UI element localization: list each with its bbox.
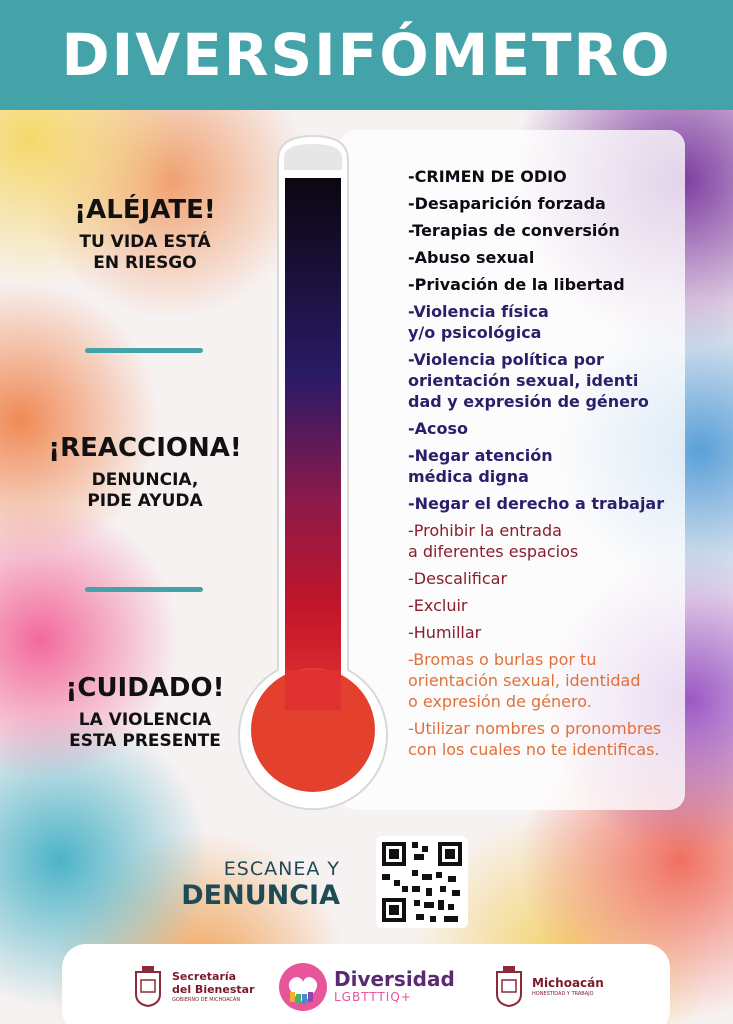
thermometer-icon: [238, 130, 388, 810]
level-react: [30, 432, 260, 512]
list-item: -Descalificar: [408, 569, 508, 588]
level-text: DENUNCIA, PIDE AYUDA: [87, 470, 203, 511]
level-danger: [40, 194, 250, 274]
level-heading: ¡ALÉJATE!: [74, 195, 216, 225]
list-item: -Negar el derecho a trabajar: [408, 494, 665, 513]
list-item: -Humillar: [408, 623, 482, 642]
list-item: -Excluir: [408, 596, 468, 615]
qr-code-icon[interactable]: [376, 836, 468, 928]
bienestar-shield-icon: [132, 964, 164, 1008]
scan-line2: DENUNCIA: [181, 880, 340, 911]
violence-list: [408, 166, 683, 766]
scan-line1: ESCANEA Y: [223, 858, 340, 880]
michoacan-shield-icon: [494, 964, 524, 1008]
scan-caption: [150, 858, 340, 911]
list-item: -CRIMEN DE ODIO: [408, 167, 567, 186]
list-item: -Utilizar nombres o pronombres con los cuales no te identificas.: [408, 719, 662, 759]
level-heading: ¡CUIDADO!: [65, 673, 225, 703]
list-item: -Desaparición forzada: [408, 194, 606, 213]
list-item: -Bromas o burlas por tu orientación sexual, identidad o expresión de género.: [408, 650, 641, 711]
list-item: -Abuso sexual: [408, 248, 535, 267]
list-item: -Violencia política por orientación sexual, identi dad y expresión de género: [408, 350, 649, 411]
list-item: -Acoso: [408, 419, 469, 438]
michoacan-label: Michoacán HONESTIDAD Y TRABAJO: [532, 976, 604, 997]
list-item: -Privación de la libertad: [408, 275, 625, 294]
footer-logos: [62, 944, 670, 1024]
level-text: LA VIOLENCIA ESTA PRESENTE: [69, 710, 221, 751]
list-item: -Terapias de conversión: [408, 221, 620, 240]
divider: [85, 587, 203, 592]
list-item: -Negar atención médica digna: [408, 446, 553, 486]
divider: [85, 348, 203, 353]
list-item: -Prohibir la entrada a diferentes espacios: [408, 521, 579, 561]
level-heading: ¡REACCIONA!: [48, 433, 242, 463]
bienestar-label: Secretaría del Bienestar GOBIERNO DE MICHOACÁN: [172, 970, 255, 1003]
list-item: -Violencia física y/o psicológica: [408, 302, 549, 342]
page-title: DIVERSIFÓMETRO: [61, 21, 672, 89]
level-caution: [40, 672, 250, 752]
header-banner: [0, 0, 733, 110]
diversidad-heart-icon: [278, 962, 328, 1012]
diversidad-label: Diversidad LGBTTTIQ+: [334, 967, 455, 1004]
level-text: TU VIDA ESTÁ EN RIESGO: [79, 232, 211, 273]
